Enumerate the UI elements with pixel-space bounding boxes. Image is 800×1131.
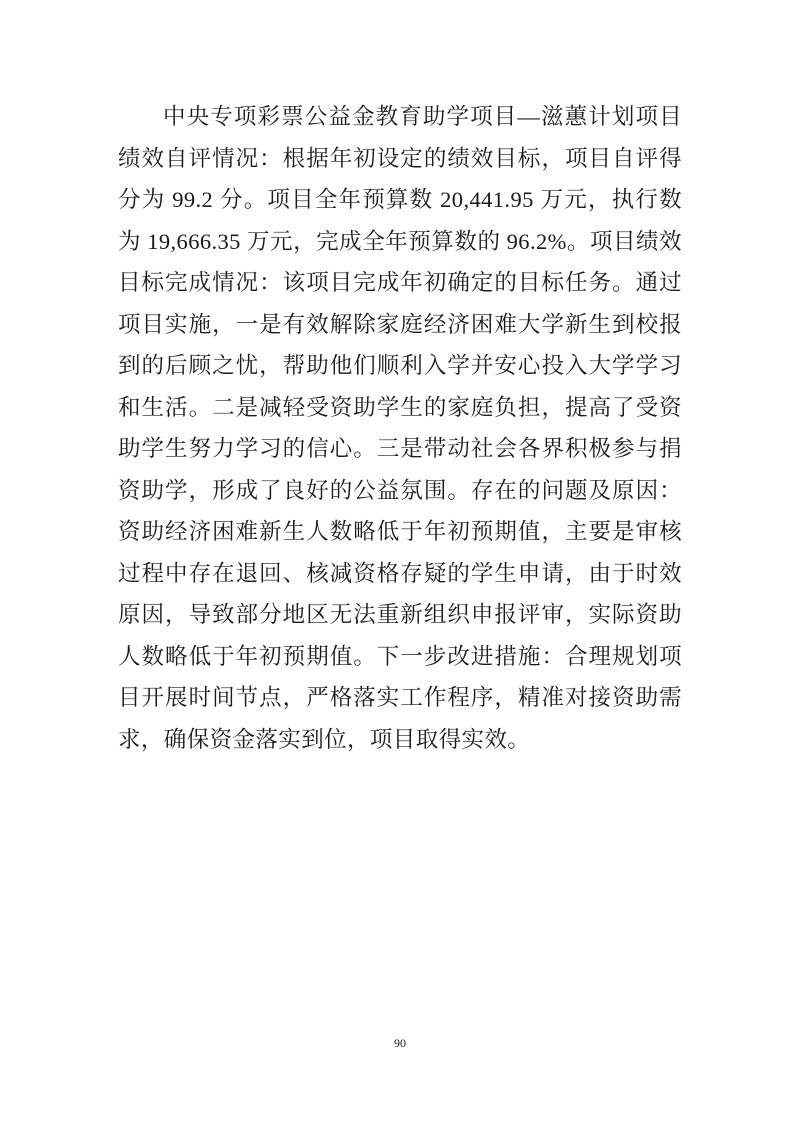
body-paragraph: 中央专项彩票公益金教育助学项目—滋蕙计划项目绩效自评情况：根据年初设定的绩效目标，项目自评得分为 99.2 分。项目全年预算数 20,441.95 万元，执行数为 19,666.35 万元，完成全年预算数的 96.2%。项目绩效目标完成情况：该项目完成年初确定的目标任务。通过项目实施，一是有效解除家庭经济困难大学新生到校报到的后顾之忧，帮助他们顺利入学并安心投入大学学习和生活。二是减轻受资助学生的家庭负担，提高了受资助学生努力学习的信心。三是带动社会各界积极参与捐资助学，形成了良好的公益氛围。存在的问题及原因：资助经济困难新生人数略低于年初预期值，主要是审核过程中存在退回、核减资格存疑的学生申请，由于时效原因，导致部分地区无法重新组织申报评审，实际资助人数略低于年初预期值。下一步改进措施：合理规划项目开展时间节点，严格落实工作程序，精准对接资助需求，确保资金落实到位，项目取得实效。	[118, 104, 682, 752]
page-content	[118, 96, 682, 760]
page-number: 90	[394, 1036, 406, 1050]
